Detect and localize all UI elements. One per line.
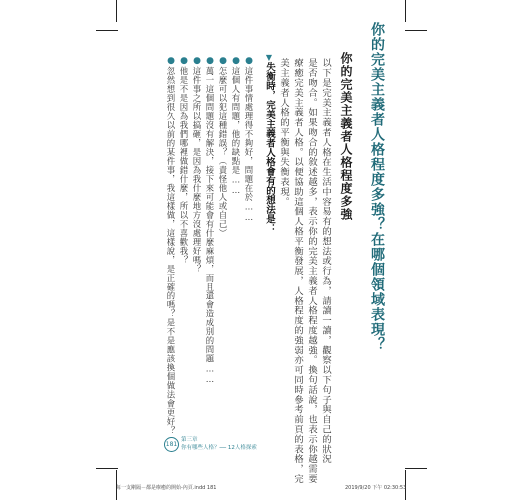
bullet-text: 這件事之所以搞砸，是因為我什麼地方沒處理好嗎？ <box>192 66 202 274</box>
bullet-item <box>217 56 229 237</box>
body-line-2: 是否吻合。如果吻合的敘述越多，表示你的完美主義者人格程度越強。換句話說，也表示你越需要 <box>306 58 317 484</box>
bullet-dot-icon: ● <box>192 56 202 67</box>
section-subtitle: 你的完美主義者人格程度多強 <box>339 52 353 221</box>
bullet-dot-icon: ● <box>205 56 215 67</box>
bullet-text: 他是不是因為我們哪裡做錯什麼，所以不喜歡我？ <box>179 66 189 265</box>
bullet-text: 這個人有問題，他的缺點是…… <box>231 66 241 196</box>
crop-mark-top-right-v <box>405 0 406 22</box>
chapter-title: 你有哪些人格？── 12人格探索 <box>181 445 257 451</box>
lead-text: 失衡時，完美主義者人格會有的想法是： <box>264 62 275 233</box>
bullet-dot-icon: ● <box>179 56 189 67</box>
bullet-text: 這件事情處理得不夠好，問題在於…… <box>244 66 254 223</box>
bullet-text: 怎麼可以犯這種錯誤？（責怪他人或自己） <box>218 66 228 238</box>
crop-mark-bottom-right-h <box>405 468 427 469</box>
bullet-item <box>230 56 242 196</box>
bullet-dot-icon: ● <box>218 56 228 67</box>
bullet-item <box>191 56 203 273</box>
body-line-3: 療癒完美主義者人格。以便協助這個人格平衡發展，人格程度的強弱亦可同時參考前頁的表格，完 <box>292 58 303 484</box>
body-line-1: 以下是完美主義者人格在生活中容易有的想法或行為，請讀一讀，觀察以下句子與自己的狀況 <box>320 58 331 464</box>
bullet-text: 萬一這個問題沒有解決，接下來可能會有什麼麻煩，而且還會造成別的問題…… <box>205 66 215 385</box>
page-number: 181 <box>164 437 179 452</box>
bullet-dot-icon: ● <box>166 56 176 67</box>
crop-mark-bottom-left-h <box>96 468 118 469</box>
bullet-dot-icon: ● <box>244 56 254 67</box>
bullet-item <box>165 56 177 435</box>
bullet-text: 忽然想到很久以前的某件事，我這樣做，這樣說，是正確的嗎？是不是應該換個做法會更好？ <box>166 66 176 436</box>
chapter-running-head <box>181 436 257 452</box>
bullet-item <box>243 56 255 223</box>
crop-mark-top-left-h <box>96 30 118 31</box>
bullet-item <box>204 56 216 384</box>
chapter-label: 第三章 <box>181 437 198 443</box>
slug-timestamp: 2019/9/20 下午 02:30:53 <box>345 485 407 491</box>
crop-mark-top-right-h <box>405 30 427 31</box>
bullet-dot-icon: ● <box>231 56 241 67</box>
crop-mark-top-left-v <box>116 0 117 22</box>
page-title: 你的完美主義者人格程度多強？在哪個領域表現？ <box>369 22 385 352</box>
body-line-4: 美主義者人格的平衡與失衡表現。 <box>278 58 289 207</box>
lead-line <box>262 52 276 233</box>
slug-filename: 每一支剛隔－都是療癒的開始-內頁.indd 181 <box>116 485 217 491</box>
bullet-item <box>178 56 190 264</box>
bullet-marker-icon: ▼ <box>264 52 274 62</box>
